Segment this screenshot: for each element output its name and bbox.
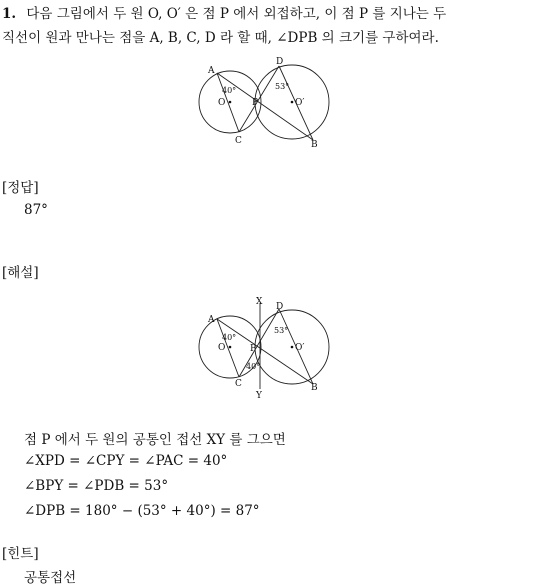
center-o-dot xyxy=(229,101,232,104)
answer-header: [정답] xyxy=(2,180,39,196)
label-p: P xyxy=(250,344,257,354)
solution-line-4: ∠DPB = 180° − (53° + 40°) = 87° xyxy=(24,503,260,519)
label-b: B xyxy=(311,140,318,150)
center-o-prime-dot xyxy=(291,101,294,104)
angle-label-a: 40° xyxy=(222,86,237,95)
figure-tangent-circles xyxy=(195,55,345,150)
label-d: D xyxy=(276,57,284,67)
angle-label-d: 53° xyxy=(274,326,289,335)
label-x: X xyxy=(256,297,263,307)
segment-cd xyxy=(239,66,279,132)
center-o-prime-dot xyxy=(291,346,294,349)
hint-header: [힌트] xyxy=(2,546,39,562)
angle-label-p: 40° xyxy=(246,362,261,371)
figure-solution-tangent xyxy=(195,297,345,400)
label-c: C xyxy=(235,136,242,146)
label-c: C xyxy=(235,379,242,389)
label-o-prime: O′ xyxy=(295,98,305,108)
label-o-prime: O′ xyxy=(295,343,305,353)
answer-value: 87° xyxy=(24,202,48,218)
problem-line-2: 직선이 원과 만나는 점을 A, B, C, D 라 할 때, ∠DPB 의 크기를 구하여라. xyxy=(2,30,439,46)
solution-header: [해설] xyxy=(2,265,39,281)
center-o-dot xyxy=(229,346,232,349)
angle-label-a: 40° xyxy=(222,333,237,342)
solution-line-1: 점 P 에서 두 원의 공통인 접선 XY 를 그으면 xyxy=(24,432,286,448)
label-a: A xyxy=(208,315,215,325)
problem-number: 1. xyxy=(2,6,17,22)
problem-line-1: 다음 그림에서 두 원 O, O′ 은 점 P 에서 외접하고, 이 점 P 를 지나는 두 xyxy=(26,6,447,22)
hint-text: 공통접선 xyxy=(24,570,77,586)
angle-label-d: 53° xyxy=(275,82,290,91)
label-p: P xyxy=(252,98,259,108)
problem-statement xyxy=(2,2,446,22)
solution-line-3: ∠BPY = ∠PDB = 53° xyxy=(24,478,169,494)
label-a: A xyxy=(208,66,215,76)
label-y: Y xyxy=(256,391,262,400)
label-b: B xyxy=(311,383,318,393)
label-o: O xyxy=(218,343,226,353)
label-d: D xyxy=(276,302,284,312)
label-o: O xyxy=(218,98,226,108)
solution-line-2: ∠XPD = ∠CPY = ∠PAC = 40° xyxy=(24,453,228,469)
